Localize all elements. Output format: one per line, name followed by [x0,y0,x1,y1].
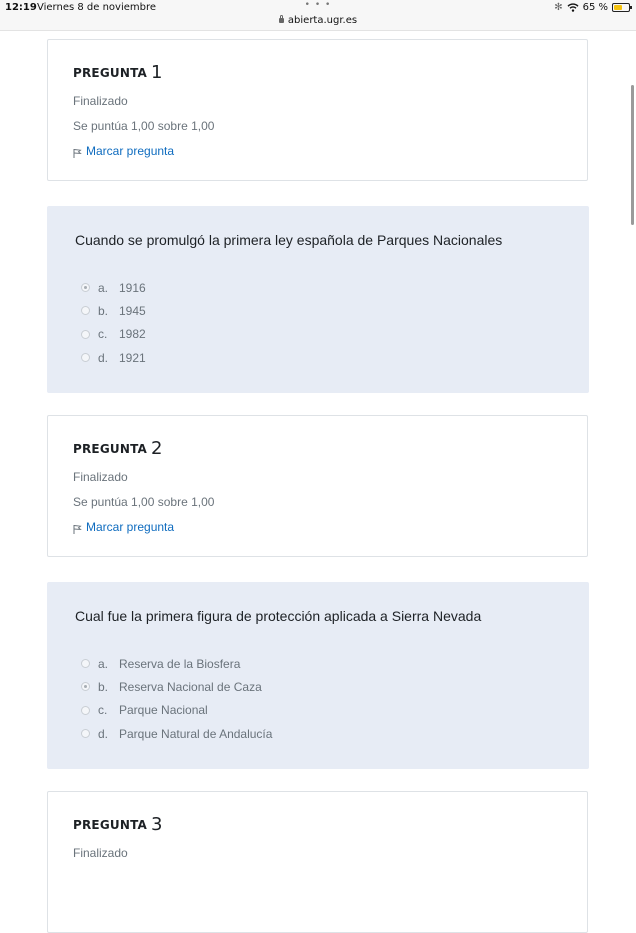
answer-text: Reserva Nacional de Caza [119,679,262,694]
flag-icon [73,148,82,158]
question-label: PREGUNTA [73,66,148,80]
question-state: Finalizado [73,846,128,860]
answer-option-a[interactable] [81,276,146,299]
question-content [47,206,589,393]
url-text: abierta.ugr.es [287,15,358,26]
question-text: Cuando se promulgó la primera ley española de Parques Nacionales [75,232,503,248]
status-bar [0,0,636,31]
answer-option-a[interactable] [81,652,272,675]
answer-text: 1982 [119,327,146,342]
answer-text: 1916 [119,280,146,295]
question-heading [73,437,163,458]
loading-icon: ✻ [554,2,563,13]
question-content [47,582,589,769]
question-state: Finalizado [73,470,128,484]
battery-icon [612,3,630,12]
answer-option-c[interactable] [81,323,146,346]
answer-letter: c. [98,327,108,342]
answer-text: Parque Nacional [119,703,208,718]
answer-text: 1921 [119,350,146,365]
question-grade: Se puntúa 1,00 sobre 1,00 [73,119,215,133]
flag-question-link[interactable] [73,520,174,534]
question-heading [73,61,163,82]
clock: 12:19 [5,2,37,13]
date: Viernes 8 de noviembre [37,2,157,13]
scrollbar[interactable] [631,85,634,225]
question-label: PREGUNTA [73,818,148,832]
flag-label: Marcar pregunta [86,144,175,158]
question-info-card [47,791,588,933]
question-state: Finalizado [73,94,128,108]
answer-option-d[interactable] [81,346,146,369]
flag-label: Marcar pregunta [86,520,175,534]
address-bar[interactable] [0,15,636,26]
answer-text: 1945 [119,303,146,318]
lock-icon [279,18,284,23]
answer-letter: b. [98,679,109,694]
answer-list [81,652,272,745]
answer-list [81,276,146,369]
radio-button[interactable] [81,330,90,339]
question-number: 2 [151,438,163,459]
answer-letter: a. [98,656,109,671]
radio-button[interactable] [81,682,90,691]
answer-letter: c. [98,703,108,718]
radio-button[interactable] [81,729,90,738]
question-heading [73,813,163,834]
answer-option-b[interactable] [81,675,272,698]
radio-button[interactable] [81,283,90,292]
answer-letter: a. [98,280,109,295]
answer-text: Reserva de la Biosfera [119,656,241,671]
question-number: 1 [151,62,163,83]
radio-button[interactable] [81,706,90,715]
question-grade: Se puntúa 1,00 sobre 1,00 [73,495,215,509]
status-icons [554,2,630,13]
battery-level [614,5,622,10]
answer-letter: d. [98,726,109,741]
question-number: 3 [151,814,163,835]
question-info-card [47,415,588,557]
answer-text: Parque Natural de Andalucía [119,726,273,741]
answer-letter: b. [98,303,109,318]
flag-question-link[interactable] [73,144,174,158]
radio-button[interactable] [81,659,90,668]
more-dots-icon[interactable]: • • • [304,0,332,10]
flag-icon [73,524,82,534]
wifi-icon [567,3,579,12]
answer-option-d[interactable] [81,722,272,745]
battery-percent: 65 % [582,2,608,13]
answer-option-c[interactable] [81,699,272,722]
question-info-card [47,39,588,181]
question-label: PREGUNTA [73,442,148,456]
answer-letter: d. [98,350,109,365]
radio-button[interactable] [81,306,90,315]
question-text: Cual fue la primera figura de protección aplicada a Sierra Nevada [75,608,482,624]
radio-button[interactable] [81,353,90,362]
answer-option-b[interactable] [81,299,146,322]
